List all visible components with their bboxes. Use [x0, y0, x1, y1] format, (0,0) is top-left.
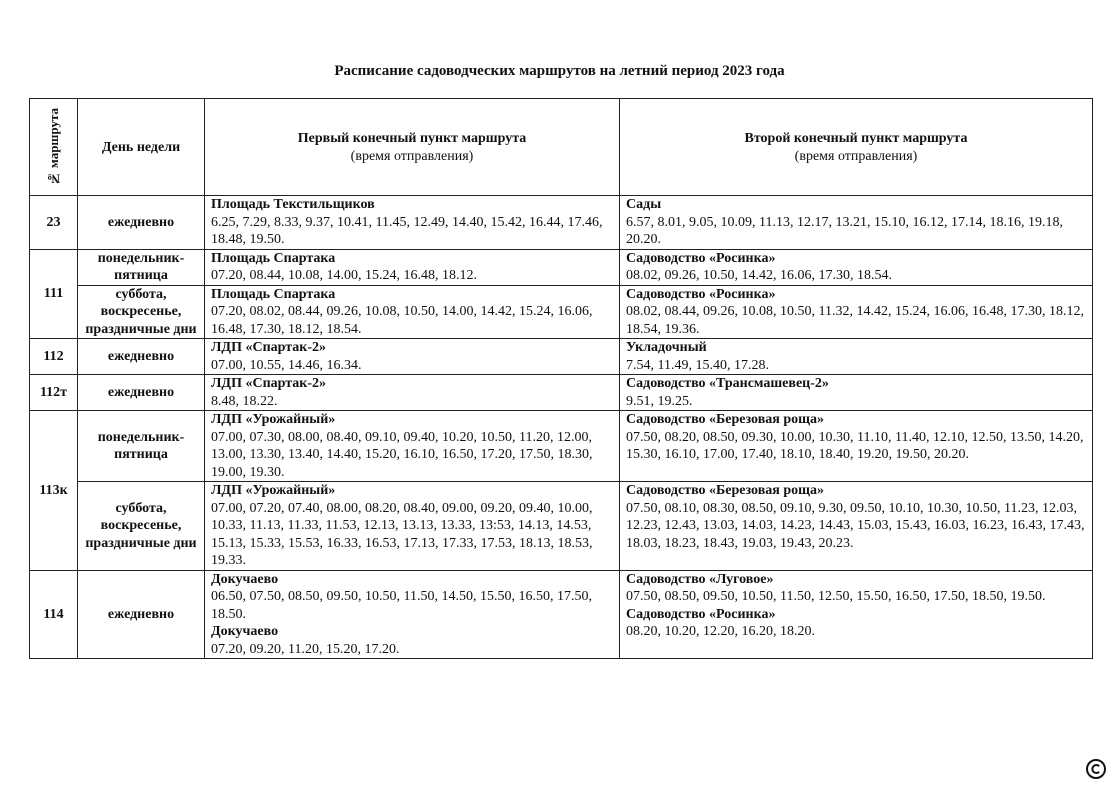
stop-name: Садоводство «Березовая роща»	[626, 483, 824, 498]
table-row	[30, 249, 1093, 285]
table-row	[30, 375, 1093, 411]
stop-block	[626, 571, 1086, 606]
table-row	[30, 339, 1093, 375]
route-number: 111	[30, 249, 78, 339]
stop-name: Садоводство «Трансмашевец-2»	[626, 376, 829, 391]
stop-name: Площадь Текстильщиков	[211, 197, 375, 212]
departure-times: 07.50, 08.20, 08.50, 09.30, 10.00, 10.30, 11.10, 11.40, 12.10, 12.50, 13.50, 14.20, 15.30, 16.10, 17.00, 17.40, 18.10, 18.40, 19.20, 19.50, 20.20.	[626, 429, 1084, 462]
header-second-terminal-sub: (время отправления)	[794, 148, 918, 164]
stop-name: Садоводство «Росинка»	[626, 250, 776, 266]
departure-times: 07.00, 07.30, 08.00, 08.40, 09.10, 09.40, 10.20, 10.50, 11.20, 12.00, 13.00, 13.30, 13.40, 14.40, 15.20, 16.10, 16.50, 17.20, 17.50, 18.30, 19.00, 19.30.	[211, 429, 593, 480]
header-first-terminal-sub: (время отправления)	[350, 148, 474, 164]
header-second-terminal	[620, 99, 1093, 196]
header-first-terminal-title: Первый конечный пункт маршрута	[297, 131, 527, 146]
stop-block	[211, 339, 613, 374]
stop-block	[626, 482, 1086, 552]
departure-times: 07.20, 09.20, 11.20, 15.20, 17.20.	[211, 641, 400, 657]
stop-name: Докучаево	[211, 571, 279, 587]
first-terminal-cell	[205, 196, 620, 250]
stop-block	[211, 196, 613, 249]
second-terminal-cell	[620, 339, 1093, 375]
stop-name: ЛДП «Урожайный»	[211, 412, 336, 427]
route-number: 112	[30, 339, 78, 375]
stop-name: Докучаево	[211, 624, 279, 639]
stop-name: ЛДП «Спартак-2»	[211, 376, 327, 391]
route-number: 112т	[30, 375, 78, 411]
table-row	[30, 196, 1093, 250]
stop-block	[626, 411, 1086, 464]
stop-block	[211, 411, 613, 481]
stop-name: Укладочный	[626, 340, 707, 355]
header-day: День недели	[78, 99, 205, 196]
header-second-terminal-title: Второй конечный пункт маршрута	[744, 131, 968, 146]
header-route-number-label: № маршрута	[45, 107, 61, 187]
first-terminal-cell	[205, 249, 620, 285]
departure-times: 06.50, 07.50, 08.50, 09.50, 10.50, 11.50, 14.50, 15.50, 16.50, 17.50, 18.50.	[211, 589, 592, 622]
departure-times: 7.54, 11.49, 15.40, 17.28.	[626, 357, 769, 373]
departure-times: 6.25, 7.29, 8.33, 9.37, 10.41, 11.45, 12.49, 14.40, 15.42, 16.44, 17.46, 18.48, 19.50.	[211, 214, 603, 247]
stop-name: Садоводство «Росинка»	[626, 606, 776, 622]
header-route-number	[30, 99, 78, 196]
stop-block	[211, 623, 613, 658]
day-of-week: ежедневно	[78, 570, 205, 659]
stop-block	[626, 196, 1086, 249]
schedule-table	[29, 98, 1093, 659]
second-terminal-cell	[620, 196, 1093, 250]
route-number: 114	[30, 570, 78, 659]
departure-times: 08.02, 08.44, 09.26, 10.08, 10.50, 11.32, 14.42, 15.24, 16.06, 16.48, 17.30, 18.12, 18.54, 19.36.	[626, 304, 1084, 337]
day-of-week: понедельник-пятница	[78, 249, 205, 285]
departure-times: 07.50, 08.50, 09.50, 10.50, 11.50, 12.50, 15.50, 16.50, 17.50, 18.50, 19.50.	[626, 589, 1046, 604]
departure-times: 8.48, 18.22.	[211, 393, 278, 409]
second-terminal-cell	[620, 570, 1093, 659]
stop-block	[211, 250, 613, 285]
stop-name: ЛДП «Спартак-2»	[211, 340, 327, 355]
second-terminal-cell	[620, 411, 1093, 482]
first-terminal-cell	[205, 375, 620, 411]
second-terminal-cell	[620, 482, 1093, 571]
stop-name: Садоводство «Березовая роща»	[626, 412, 824, 427]
first-terminal-cell	[205, 411, 620, 482]
stop-block	[211, 375, 613, 410]
day-of-week: суббота, воскресенье, праздничные дни	[78, 285, 205, 339]
first-terminal-cell	[205, 285, 620, 339]
stop-name: Площадь Спартака	[211, 286, 336, 302]
first-terminal-cell	[205, 570, 620, 659]
page-title: Расписание садоводческих маршрутов на летний период 2023 года	[334, 63, 785, 79]
first-terminal-cell	[205, 339, 620, 375]
departure-times: 08.20, 10.20, 12.20, 16.20, 18.20.	[626, 624, 815, 639]
schedule-body	[30, 196, 1093, 659]
stop-name: Садоводство «Луговое»	[626, 571, 774, 587]
departure-times: 07.20, 08.02, 08.44, 09.26, 10.08, 10.50, 14.00, 14.42, 15.24, 16.06, 16.48, 17.30, 18.12, 18.54.	[211, 304, 593, 337]
departure-times: 6.57, 8.01, 9.05, 10.09, 11.13, 12.17, 13.21, 15.10, 16.12, 17.14, 18.16, 19.18, 20.20.	[626, 214, 1063, 247]
stop-block	[626, 339, 1086, 374]
route-number: 23	[30, 196, 78, 250]
departure-times: 07.20, 08.44, 10.08, 14.00, 15.24, 16.48, 18.12.	[211, 268, 477, 283]
stop-name: Площадь Спартака	[211, 250, 336, 266]
stop-block	[211, 571, 613, 624]
departure-times: 08.02, 09.26, 10.50, 14.42, 16.06, 17.30, 18.54.	[626, 268, 892, 283]
first-terminal-cell	[205, 482, 620, 571]
table-row	[30, 411, 1093, 482]
second-terminal-cell	[620, 375, 1093, 411]
second-terminal-cell	[620, 249, 1093, 285]
day-of-week: ежедневно	[78, 375, 205, 411]
table-row	[30, 482, 1093, 571]
departure-times: 9.51, 19.25.	[626, 393, 693, 409]
day-of-week: ежедневно	[78, 196, 205, 250]
stop-block	[626, 286, 1086, 339]
stop-name: Садоводство «Росинка»	[626, 286, 776, 302]
table-row	[30, 285, 1093, 339]
day-of-week: ежедневно	[78, 339, 205, 375]
stop-block	[626, 375, 1086, 410]
header-row	[30, 99, 1093, 196]
copyright-icon	[1085, 758, 1107, 780]
stop-block	[626, 250, 1086, 285]
route-number: 113к	[30, 411, 78, 571]
stop-name: ЛДП «Урожайный»	[211, 483, 336, 498]
second-terminal-cell	[620, 285, 1093, 339]
day-of-week: понедельник-пятница	[78, 411, 205, 482]
departure-times: 07.00, 10.55, 14.46, 16.34.	[211, 357, 362, 373]
day-of-week: суббота, воскресенье, праздничные дни	[78, 482, 205, 571]
header-first-terminal	[205, 99, 620, 196]
stop-name: Сады	[626, 197, 662, 212]
departure-times: 07.50, 08.10, 08.30, 08.50, 09.10, 9.30, 09.50, 10.10, 10.30, 10.50, 11.23, 12.03, 12.23, 12.43, 13.03, 14.03, 14.23, 14.43, 15.03, 15.43, 16.03, 16.23, 16.43, 17.43, 18.03, 18.23, 18.43, 19.03, 19.43, 20.23.	[626, 500, 1085, 551]
departure-times: 07.00, 07.20, 07.40, 08.00, 08.20, 08.40, 09.00, 09.20, 09.40, 10.00, 10.33, 11.13, 11.33, 11.53, 12.13, 13.13, 13.33, 13:53, 14.13, 14.53, 15.13, 15.33, 15.53, 16.33, 16.53, 17.13, 17.33, 17.53, 18.13, 18.53, 19.33.	[211, 500, 593, 568]
stop-block	[211, 286, 613, 339]
stop-block	[626, 606, 1086, 641]
table-row	[30, 570, 1093, 659]
stop-block	[211, 482, 613, 570]
